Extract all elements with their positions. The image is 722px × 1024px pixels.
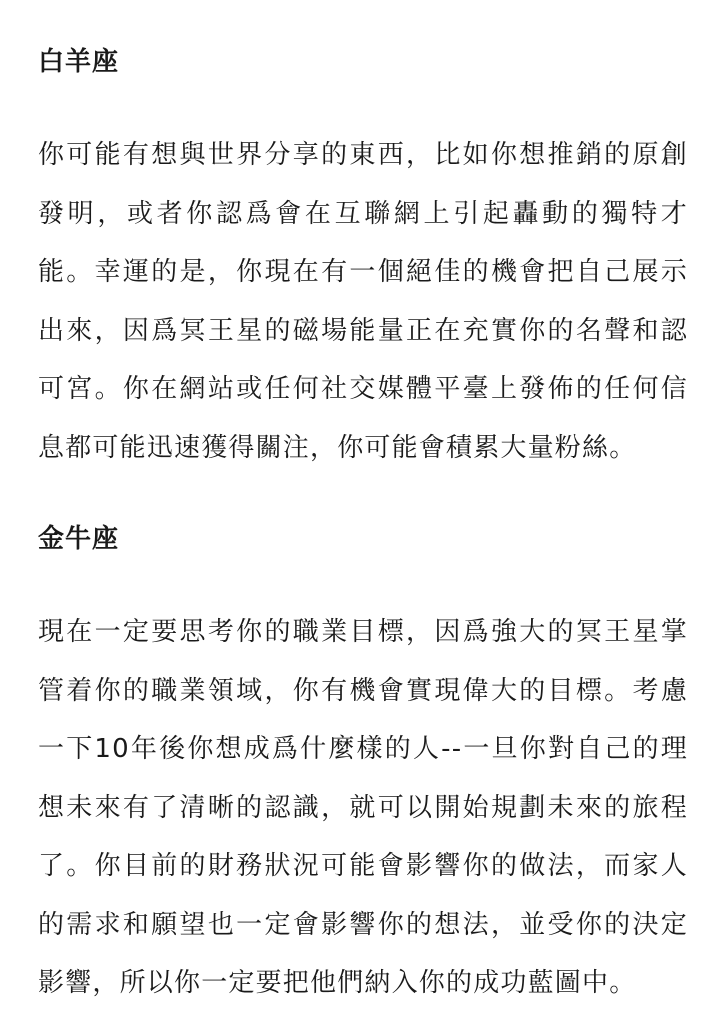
section-title-aries: 白羊座 <box>38 47 120 77</box>
section-body-aries: 你可能有想與世界分享的東西，比如你想推銷的原創發明，或者你認爲會在互聯網上引起轟動的獨特才能。幸運的是，你現在有一個絕佳的機會把自己展示出來，因爲冥王星的磁場能量正在充實你的名聲和認可宮。你在網站或任何社交媒體平臺上發佈的任何信息都可能迅速獲得關注，你可能會積累大量粉絲。 <box>38 140 688 463</box>
section-title-taurus: 金牛座 <box>38 524 120 554</box>
section-body-taurus: 現在一定要思考你的職業目標，因爲強大的冥王星掌管着你的職業領域，你有機會實現偉大的目標。考慮一下10年後你想成爲什麼樣的人--一旦你對自己的理想未來有了清晰的認識，就可以開始規劃未來的旅程了。你目前的財務狀況可能會影響你的做法，而家人的需求和願望也一定會影響你的想法，並受你的決定影響，所以你一定要把他們納入你的成功藍圖中。 <box>38 617 688 998</box>
